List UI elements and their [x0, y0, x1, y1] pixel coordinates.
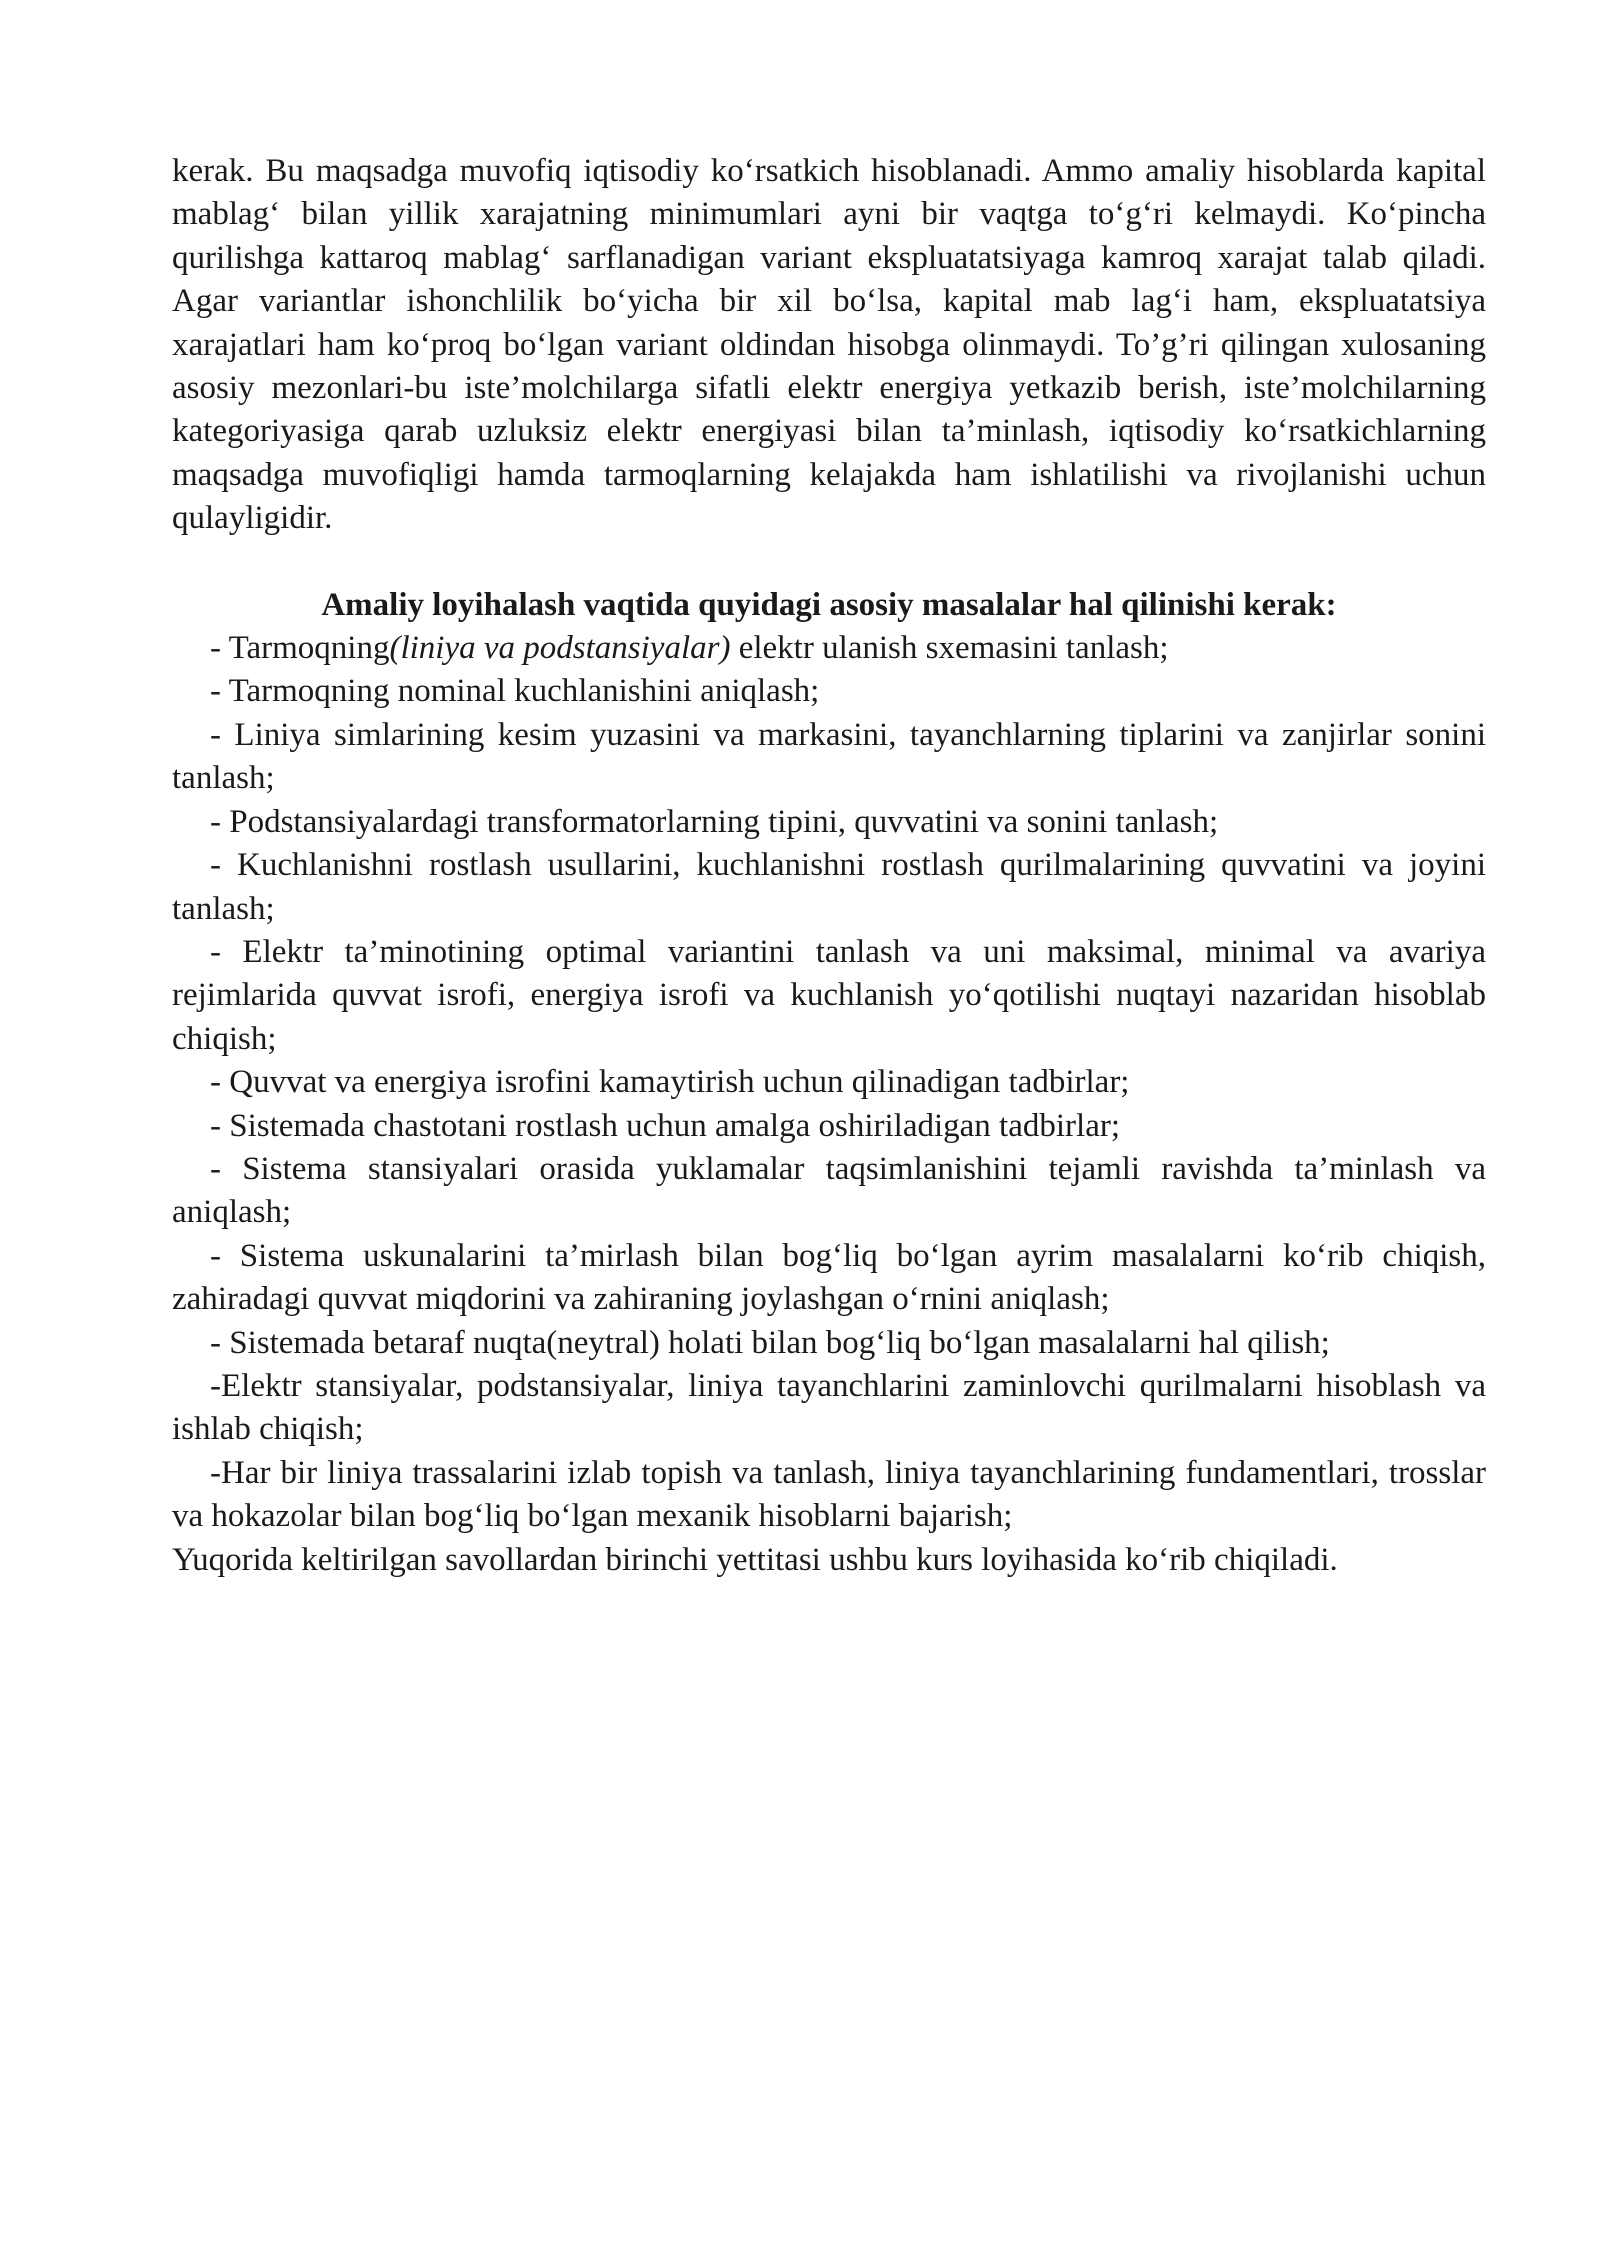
list-item: -Har bir liniya trassalarini izlab topish va tanlash, liniya tayanchlarining fundamentlari, trosslar va hokazolar bilan bog‘liq bo‘lgan mexanik hisoblarni bajarish; [172, 1454, 1486, 1535]
list-item: - Quvvat va energiya isrofini kamaytirish uchun qilinadigan tadbirlar; [210, 1064, 1130, 1101]
section-heading: Amaliy loyihalash vaqtida quyidagi asosiy masalalar hal qilinishi kerak: [321, 586, 1337, 623]
document-page [172, 150, 1486, 1582]
list-item: - Podstansiyalardagi transformatorlarning tipini, quvvatini va sonini tanlash; [210, 803, 1219, 840]
task-list [172, 627, 1486, 1539]
list-item-italic: (liniya va podstansiyalar) [389, 630, 731, 667]
list-item: - Sistemada chastotani rostlash uchun amalga oshiriladigan tadbirlar; [210, 1107, 1120, 1144]
list-item: - Liniya simlarining kesim yuzasini va markasini, tayanchlarning tiplarini va zanjirlar sonini tanlash; [172, 716, 1486, 797]
intro-paragraph: kerak. Bu maqsadga muvofiq iqtisodiy ko‘rsatkich hisoblanadi. Ammo amaliy hisoblarda kapital mablag‘ bilan yillik xarajatning minimumlari ayni bir vaqtga to‘g‘ri kelmaydi. Ko‘pincha qurilishga kattaroq mablag‘ sarflanadigan variant ekspluatatsiyaga kamroq xarajat talab qiladi. Agar variantlar ishonchlilik bo‘yicha bir xil bo‘lsa, kapital mab lag‘i ham, ekspluatatsiya xarajatlari ham ko‘proq bo‘lgan variant oldindan hisobga olinmaydi. To’g’ri qilingan xulosaning asosiy mezonlari-bu iste’molchilarga sifatli elektr energiya yetkazib berish, iste’molchilarning kategoriyasiga qarab uzluksiz elektr energiyasi bilan ta’minlash, iqtisodiy ko‘rsatkichlarning maqsadga muvofiqligi hamda tarmoqlarning kelajakda ham ishlatilishi va rivojlanishi uchun qulayligidir. [172, 153, 1486, 537]
list-item: - Sistema uskunalarini ta’mirlash bilan bog‘liq bo‘lgan ayrim masalalarni ko‘rib chiqish, zahiradagi quvvat miqdorini va zahiraning joylashgan o‘rnini aniqlash; [172, 1237, 1486, 1318]
list-item: - Kuchlanishni rostlash usullarini, kuchlanishni rostlash qurilmalarining quvvatini va joyini tanlash; [172, 847, 1486, 927]
list-item-prefix: - Tarmoqning [210, 630, 390, 667]
list-item: - Tarmoqning nominal kuchlanishini aniqlash; [210, 673, 820, 710]
list-item: - Elektr ta’minotining optimal variantini tanlash va uni maksimal, minimal va avariya rejimlarida quvvat isrofi, energiya isrofi va kuchlanish yo‘qotilishi nuqtayi nazaridan hisoblab chiqish; [172, 933, 1486, 1057]
list-item [172, 627, 1486, 670]
list-item: - Sistema stansiyalari orasida yuklamalar taqsimlanishini tejamli ravishda ta’minlash va aniqlash; [172, 1150, 1486, 1231]
list-item: -Elektr stansiyalar, podstansiyalar, liniya tayanchlarini zaminlovchi qurilmalarni hisoblash va ishlab chiqish; [172, 1367, 1486, 1448]
list-item: - Sistemada betaraf nuqta(neytral) holati bilan bog‘liq bo‘lgan masalalarni hal qilish; [210, 1324, 1330, 1361]
list-item-suffix: elektr ulanish sxemasini tanlash; [730, 630, 1169, 667]
closing-paragraph: Yuqorida keltirilgan savollardan birinchi yettitasi ushbu kurs loyihasida ko‘rib chiqiladi. [172, 1541, 1338, 1578]
